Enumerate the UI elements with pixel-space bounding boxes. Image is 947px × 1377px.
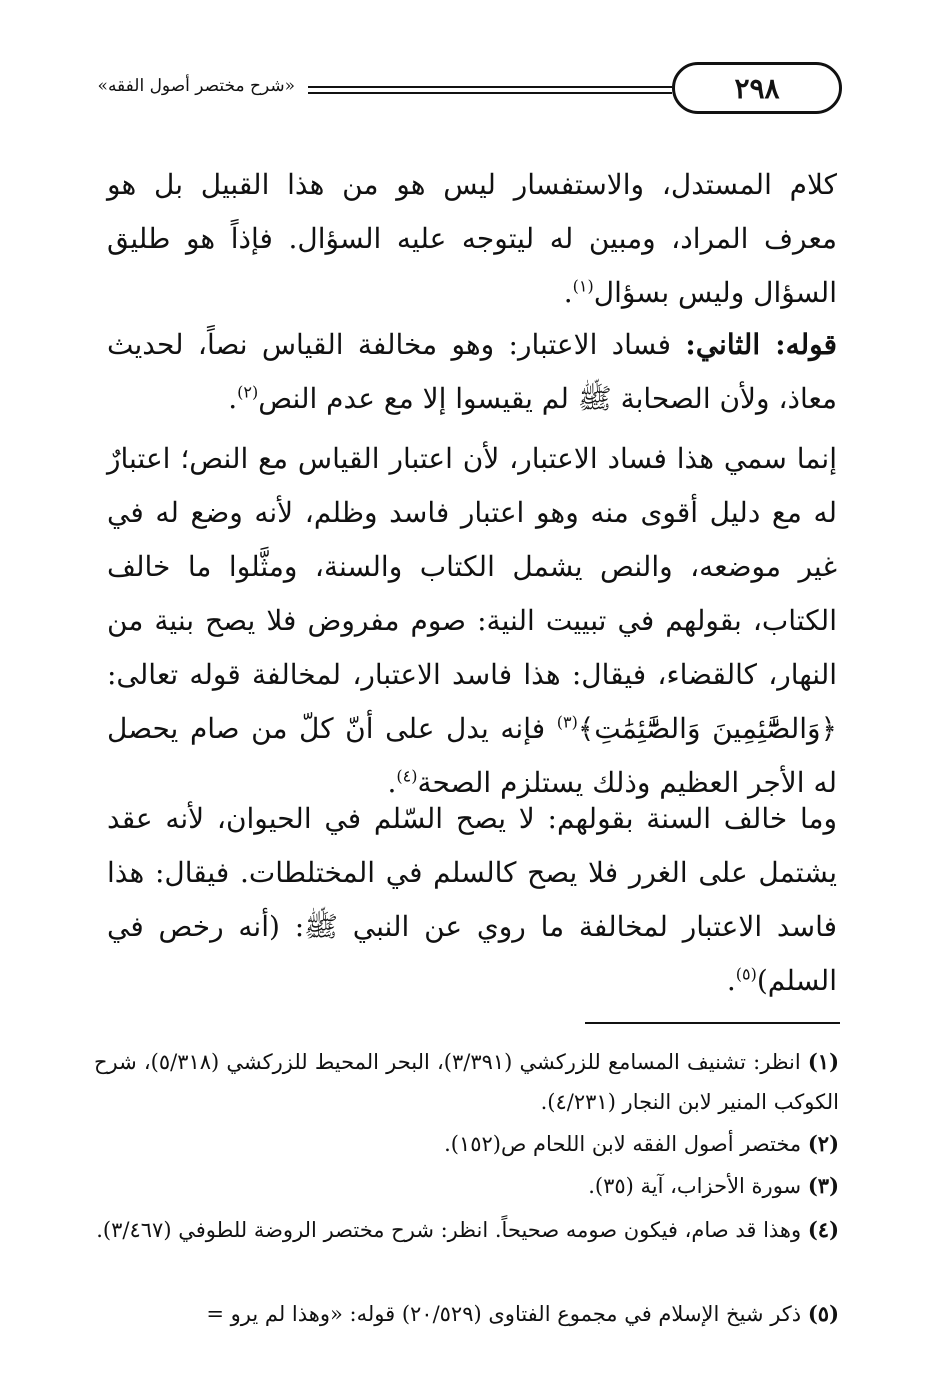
footnote-ref[interactable]: (٢) [237, 382, 259, 402]
footnote-number: (٥) [807, 1301, 839, 1326]
footnote-number: (٢) [807, 1131, 839, 1156]
footnote-ref[interactable]: (٣) [556, 712, 578, 732]
paragraph-4: وما خالف السنة بقولهم: لا يصح السّلم في الحيوان، لأنه عقد يشتمل على الغرر فلا يصح كالسلم في المختلطات. فيقال: هذا فاسد الاعتبار لمخالفة ما روي عن النبي ﷺ: (أنه رخص في السلم)$^{(٥)}$. [107, 802, 837, 997]
footnote-2: (٢) مختصر أصول الفقه لابن اللحام ص(١٥٢). [444, 1131, 839, 1156]
footnote-3: (٣) سورة الأحزاب، آية (٣٥). [588, 1173, 839, 1198]
page-header [80, 62, 842, 118]
footnote-5: (٥) ذكر شيخ الإسلام في مجموع الفتاوى (٢٠/٥٢٩) قوله: «وهذا لم يرو = [206, 1301, 839, 1326]
page-number-frame [672, 62, 842, 114]
book-title: «شرح مختصر أصول الفقه» [97, 76, 295, 96]
footnote-ref[interactable]: (٤) [396, 766, 418, 786]
footnote-number: (٣) [807, 1173, 839, 1198]
footnote-4: (٤) وهذا قد صام، فيكون صومه صحيحاً. انظر: شرح مختصر الروضة للطوفي (٣/٤٦٧). [96, 1217, 839, 1242]
footnote-ref[interactable]: (٥) [735, 964, 757, 984]
footnote-ref[interactable]: (١) [572, 276, 594, 296]
page-number: ٢٩٨ [734, 71, 780, 105]
paragraph-1: كلام المستدل، والاستفسار ليس هو من هذا القبيل بل هو معرف المراد، ومبين له ليتوجه عليه السؤال. فإذاً هو طليق السؤال وليس بسؤال$^{(١)}$. [107, 168, 837, 309]
footnote-number: (١) [807, 1049, 839, 1074]
footnote-separator [585, 1022, 840, 1024]
header-rule-left-top [308, 86, 672, 88]
paragraph-2: قوله: الثاني: فساد الاعتبار: وهو مخالفة القياس نصاً، لحديث معاذ، ولأن الصحابة ﷺ لم يقيسوا إلا مع عدم النص$^{(٢)}$. [107, 328, 838, 415]
header-rule-left-bottom [308, 92, 672, 94]
paragraph-3: إنما سمي هذا فساد الاعتبار، لأن اعتبار القياس مع النص؛ اعتبارٌ له مع دليل أقوى منه وهو اعتبار فاسد وظلم، لأنه وضع له في غير موضعه، والنص يشمل الكتاب والسنة، ومثَّلوا ما خالف الكتاب، بقولهم في تبييت النية: صوم مفروض فلا يصح بنية من النهار، كالقضاء، فيقال: هذا فاسد الاعتبار، لمخالفة قوله تعالى: ﴿وَالصَّٰٓئِمِينَ وَالصَّٰٓئِمَٰتِ﴾$^{(٣)}$ فإنه يدل على أنّ كلّ من صام يحصل له الأجر العظيم وذلك يستلزم الصحة$^{(٤)}$. [107, 442, 837, 799]
footnote-1: (١) انظر: تشنيف المسامع للزركشي (٣/٣٩١)، البحر المحيط للزركشي (٥/٣١٨)، شرح الكوكب المنير لابن النجار (٤/٢٣١). [94, 1049, 839, 1114]
paragraph-lead: قوله: الثاني: [685, 328, 838, 361]
footnote-number: (٤) [807, 1217, 839, 1242]
